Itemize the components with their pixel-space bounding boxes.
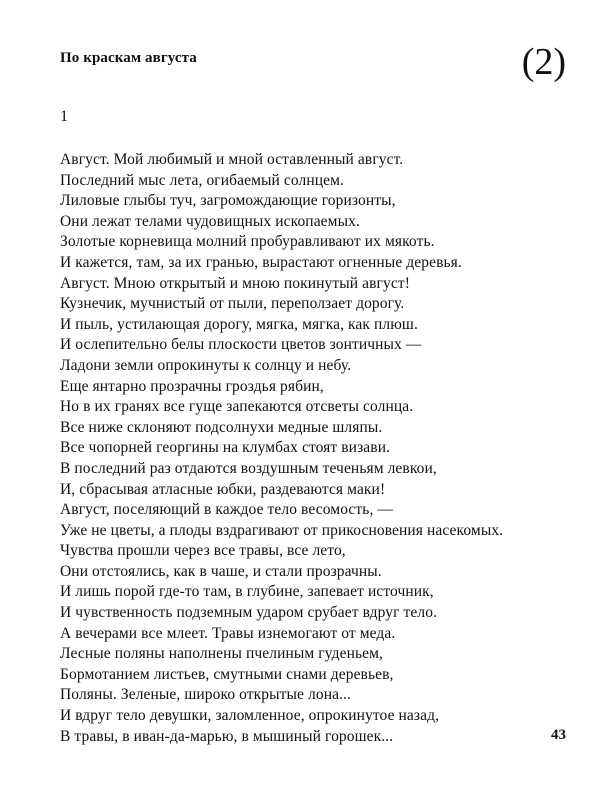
poem-line: Все ниже склоняют подсолнухи медные шляпы. (60, 418, 383, 436)
poem-line: Август. Мой любимый и мной оставленный август. (60, 151, 404, 168)
poem-line: А вечерами все млеет. Травы изнемогают от меда. (60, 624, 396, 642)
poem-line: Последний мыс лета, огибаемый солнцем. (60, 171, 345, 189)
poem-line: Уже не цветы, а плоды вздрагивают от прикосновения насекомых. (60, 521, 504, 539)
poem-line: Поляны. Зеленые, широко открытые лона... (60, 686, 351, 704)
poem-line: И пыль, устилающая дорогу, мягка, мягка, как плюш. (60, 315, 418, 333)
poem-line: В последний раз отдаются воздушным теченьям левкои, (60, 459, 437, 477)
poem-line: Они лежат телами чудовищных ископаемых. (60, 212, 360, 230)
poem-line: Ладони земли опрокинуты к солнцу и небу. (60, 356, 352, 374)
poem-line: И кажется, там, за их гранью, вырастают огненные деревья. (60, 253, 462, 271)
section-marker: (2) (521, 41, 566, 83)
poem-line: Еще янтарно прозрачны гроздья рябин, (60, 377, 324, 395)
poem-line: Они отстоялись, как в чаше, и стали прозрачны. (60, 562, 382, 580)
page-title: По краскам августа (60, 50, 197, 66)
poem-line: Все чопорней георгины на клумбах стоят визави. (60, 439, 391, 457)
poem-line: И вдруг тело девушки, заломленное, опрокинутое назад, (60, 707, 440, 725)
poem-line: В травы, в иван-да-марью, в мышиный горошек... (60, 727, 394, 745)
poem-line: Кузнечик, мучнистый от пыли, переползает дорогу. (60, 295, 405, 313)
poem-line: Лесные поляны наполнены пчелиным гуденьем, (60, 645, 384, 663)
poem-line: Но в их гранях все гуще запекаются отсветы солнца. (60, 398, 414, 416)
poem-line: И, сбрасывая атласные юбки, раздеваются маки! (60, 480, 386, 498)
poem-line: Чувства прошли через все травы, все лето, (60, 542, 346, 560)
page-number: 43 (551, 727, 566, 743)
poem-line: Лиловые глыбы туч, загромождающие горизонты, (60, 192, 396, 210)
poem-line: Золотые корневища молний пробуравливают их мякоть. (60, 233, 435, 251)
poem-line: И лишь порой где-то там, в глубине, запевает источник, (60, 583, 434, 601)
part-number: 1 (60, 108, 68, 125)
poem-line: Август. Мною открытый и мною покинутый август! (60, 274, 410, 292)
poem-line: И чувственность подземным ударом срубает вдруг тело. (60, 604, 438, 622)
poem-text (60, 150, 503, 747)
poem-line: И ослепительно белы плоскости цветов зонтичных — (60, 336, 422, 354)
poem-line: Бормотанием листьев, смутными снами деревьев, (60, 665, 394, 683)
poem-line: Август, поселяющий в каждое тело весомость, — (60, 501, 393, 519)
